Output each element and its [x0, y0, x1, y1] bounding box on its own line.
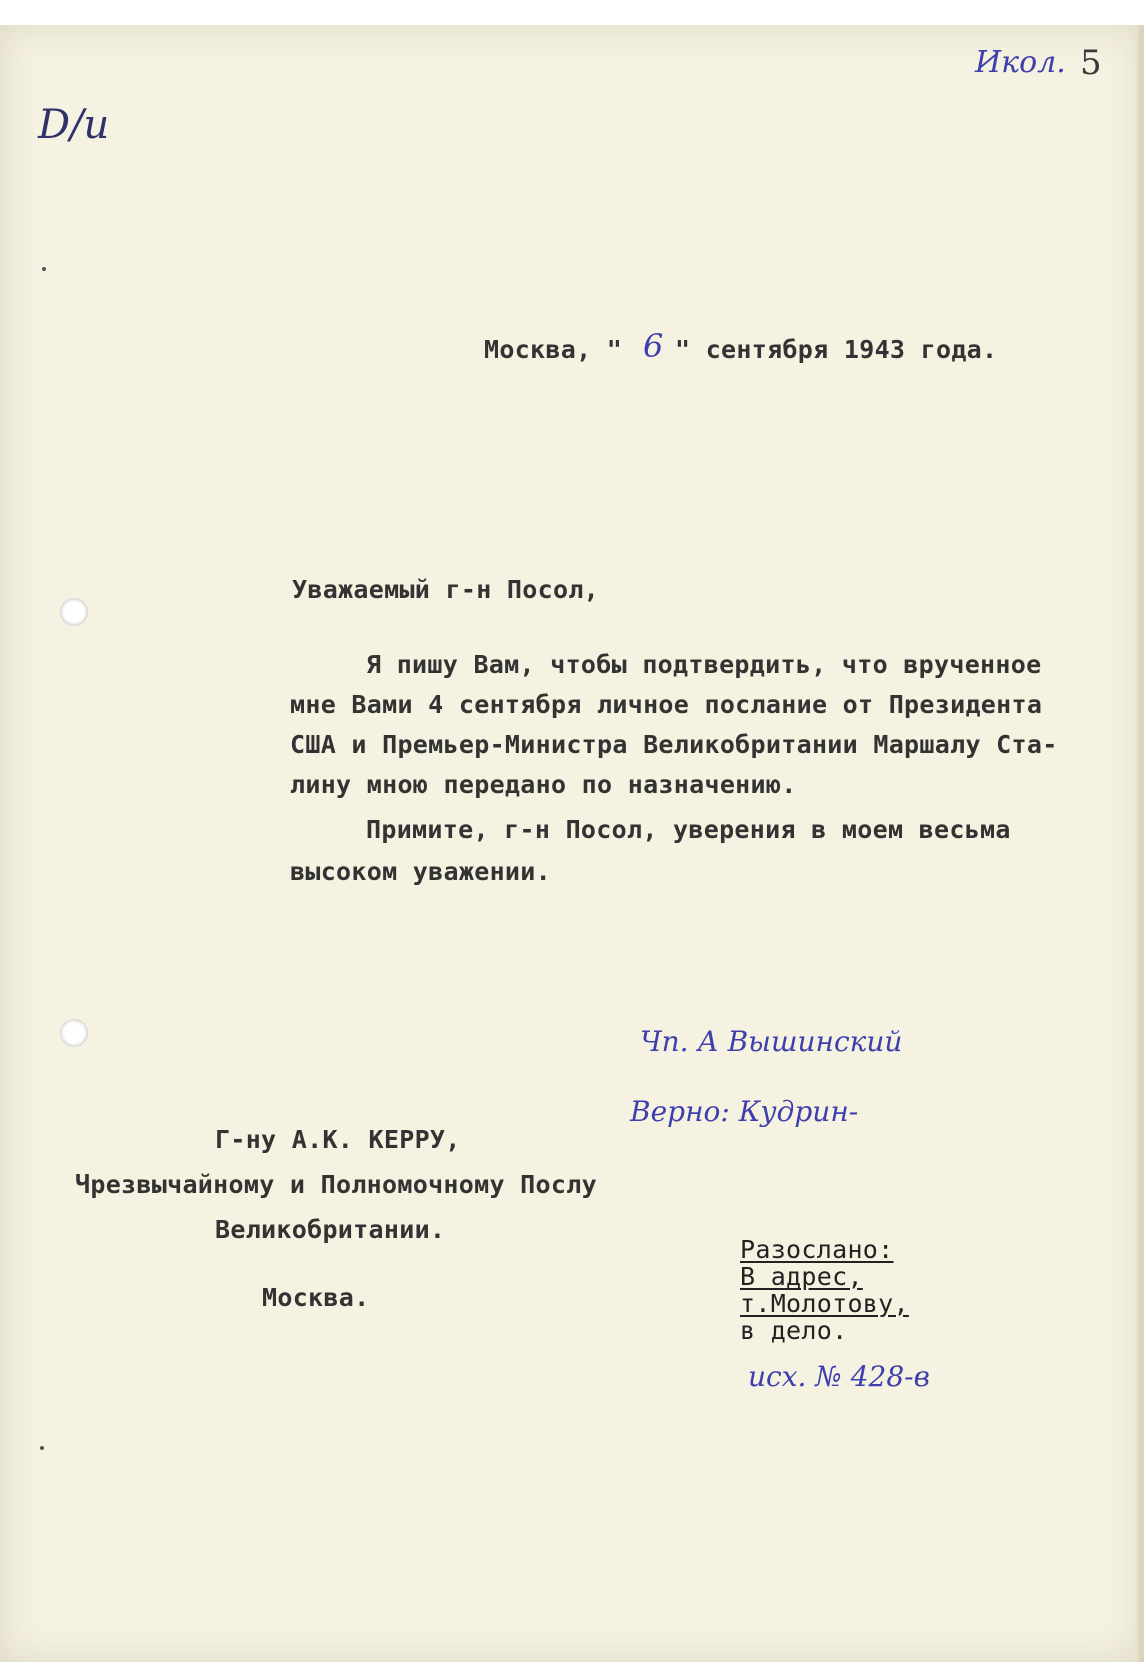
date-suffix: " сентября 1943 года.	[675, 335, 998, 364]
page-edge	[1136, 25, 1142, 1662]
page-note: Икол.	[975, 45, 1066, 80]
addressee-line: Г-ну А.К. КЕРРУ,	[215, 1125, 461, 1154]
distribution-title: Разослано:	[740, 1235, 894, 1264]
page-number: 5	[1080, 43, 1102, 83]
speck	[40, 1446, 44, 1450]
date-day: 6	[643, 327, 664, 365]
closing-line: высоком уважении.	[290, 857, 551, 886]
addressee-line: Великобритании.	[215, 1215, 446, 1244]
date-prefix: Москва, "	[484, 335, 623, 364]
verified-note: Верно: Кудрин-	[630, 1095, 859, 1128]
distribution-line: в дело.	[740, 1316, 848, 1345]
salutation: Уважаемый г-н Посол,	[292, 575, 600, 604]
signature-note: Чп. А Вышинский	[640, 1025, 903, 1058]
punch-hole	[60, 1019, 88, 1047]
body-line: лину мною передано по назначению.	[290, 770, 797, 799]
body-line: Я пишу Вам, чтобы подтвердить, что врученное	[366, 650, 1042, 679]
closing-line: Примите, г-н Посол, уверения в моем весьма	[366, 815, 1011, 844]
body-line: мне Вами 4 сентября личное послание от Президента	[290, 690, 1043, 719]
distribution-line: В адрес,	[740, 1262, 863, 1291]
addressee-line: Чрезвычайному и Полномочному Послу	[75, 1170, 597, 1199]
body-line: США и Премьер-Министра Великобритании Маршалу Ста-	[290, 730, 1058, 759]
punch-hole	[60, 598, 88, 626]
document-sheet	[0, 25, 1144, 1662]
speck	[42, 267, 46, 271]
distribution-line: т.Молотову,	[740, 1289, 909, 1318]
corner-mark: D/и	[38, 102, 110, 148]
outgoing-number: исх. № 428-в	[748, 1360, 930, 1393]
addressee-line: Москва.	[262, 1283, 370, 1312]
